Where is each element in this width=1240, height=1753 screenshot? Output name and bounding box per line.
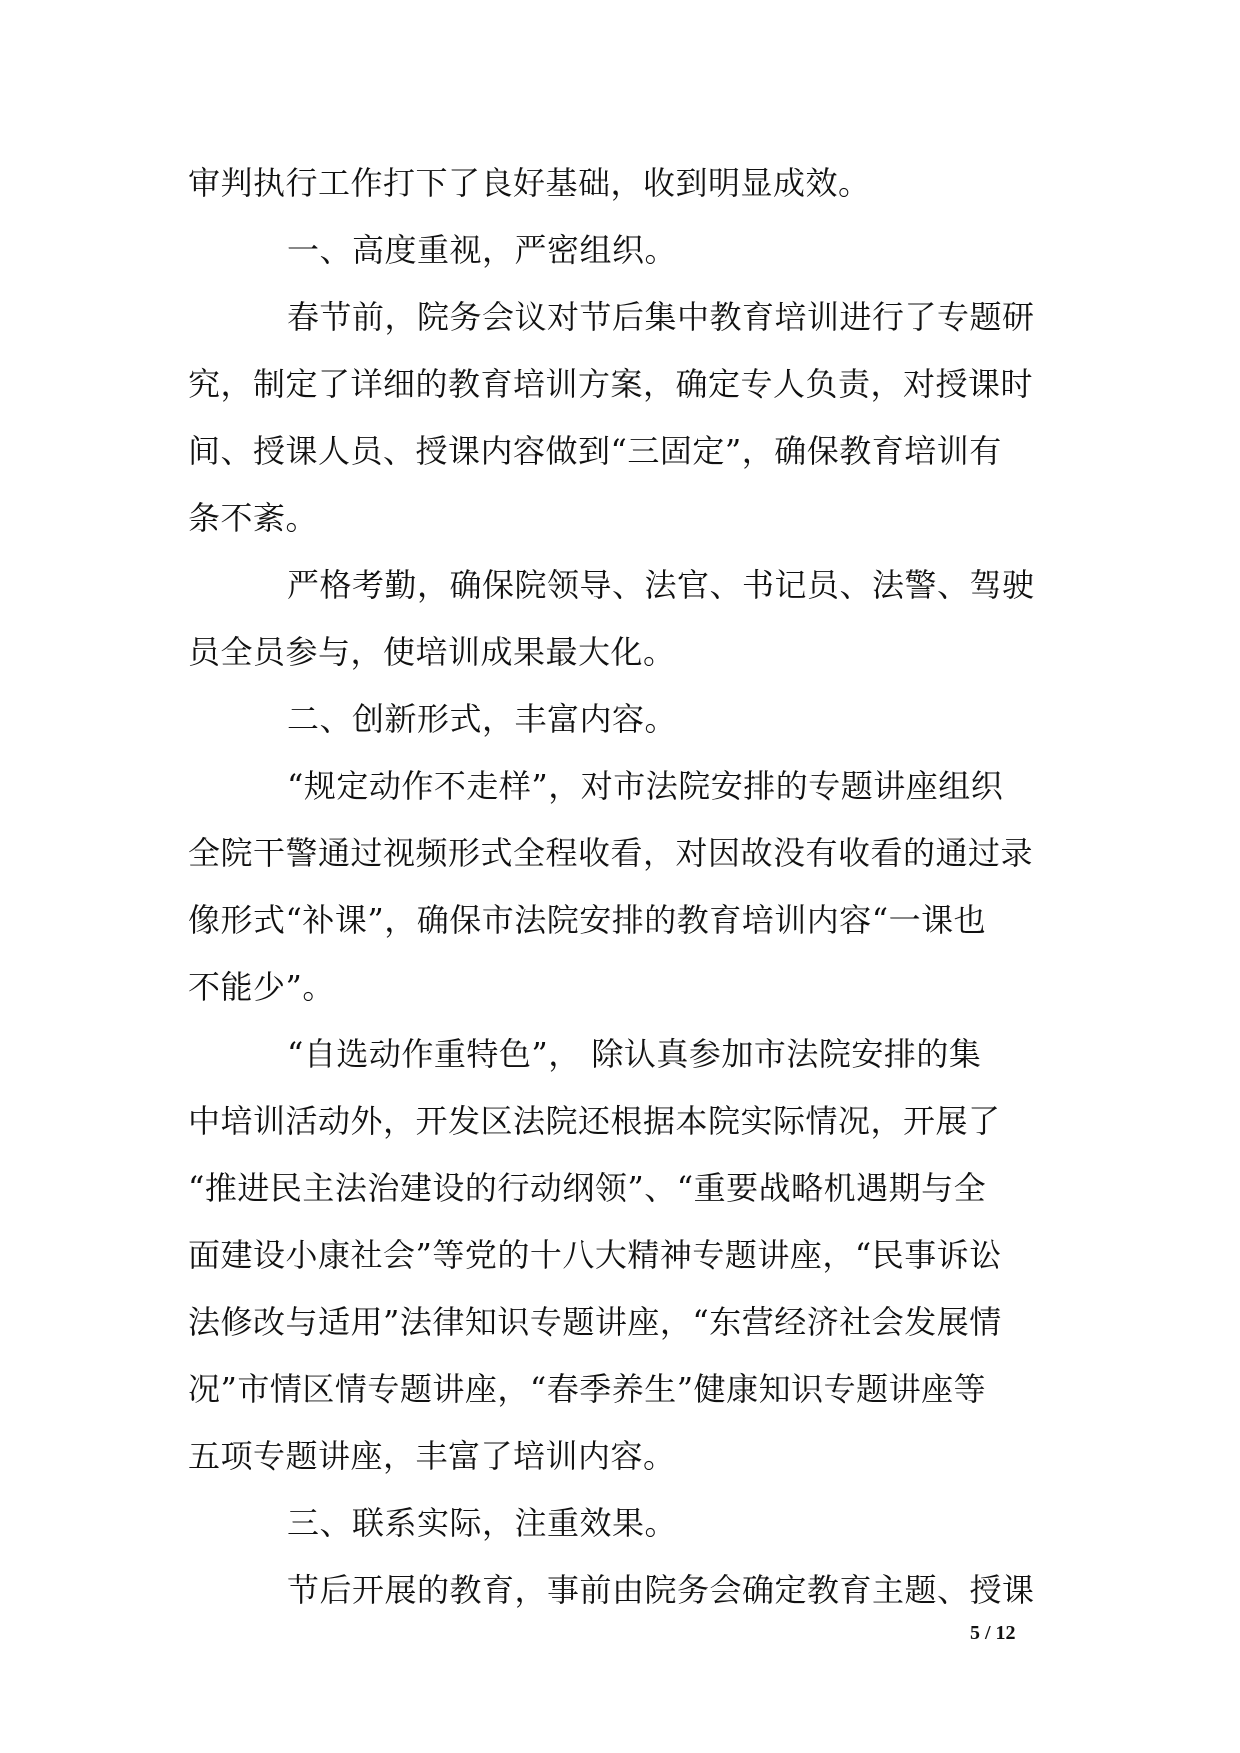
paragraph-line: 面建设小康社会”等党的十八大精神专题讲座，“民事诉讼 xyxy=(188,1236,1002,1274)
paragraph-line: 间、授课人员、授课内容做到“三固定”，确保教育培训有 xyxy=(188,432,1002,470)
paragraph-line: 法修改与适用”法律知识专题讲座，“东营经济社会发展情 xyxy=(188,1303,1002,1341)
paragraph-line: “自选动作重特色”， 除认真参加市法院安排的集 xyxy=(287,1035,982,1073)
section-heading-1: 一、高度重视，严密组织。 xyxy=(287,231,678,269)
paragraph-line: 究，制定了详细的教育培训方案，确定专人负责，对授课时 xyxy=(188,365,1034,403)
paragraph-line: 春节前，院务会议对节后集中教育培训进行了专题研 xyxy=(287,298,1035,336)
paragraph-line: 不能少”。 xyxy=(188,968,335,1006)
paragraph-line: 节后开展的教育，事前由院务会确定教育主题、授课 xyxy=(287,1571,1035,1609)
paragraph-line: 严格考勤，确保院领导、法官、书记员、法警、驾驶 xyxy=(287,566,1035,604)
paragraph-line: 全院干警通过视频形式全程收看，对因故没有收看的通过录 xyxy=(188,834,1034,872)
paragraph-line: “推进民主法治建设的行动纲领”、“重要战略机遇期与全 xyxy=(188,1169,987,1207)
page-number: 5 / 12 xyxy=(970,1622,1016,1644)
paragraph-line: 五项专题讲座，丰富了培训内容。 xyxy=(188,1437,676,1475)
paragraph-line: 况”市情区情专题讲座，“春季养生”健康知识专题讲座等 xyxy=(188,1370,987,1408)
paragraph-line: 审判执行工作打下了良好基础，收到明显成效。 xyxy=(188,164,871,202)
paragraph-line: 员全员参与，使培训成果最大化。 xyxy=(188,633,676,671)
document-body xyxy=(188,150,1056,1624)
section-heading-3: 三、联系实际，注重效果。 xyxy=(287,1504,678,1542)
paragraph-line: 像形式“补课”，确保市法院安排的教育培训内容“一课也 xyxy=(188,901,987,939)
paragraph-line: “规定动作不走样”，对市法院安排的专题讲座组织 xyxy=(287,767,1004,805)
paragraph-line: 中培训活动外，开发区法院还根据本院实际情况，开展了 xyxy=(188,1102,1001,1140)
section-heading-2: 二、创新形式，丰富内容。 xyxy=(287,700,678,738)
paragraph-line: 条不紊。 xyxy=(188,499,319,537)
